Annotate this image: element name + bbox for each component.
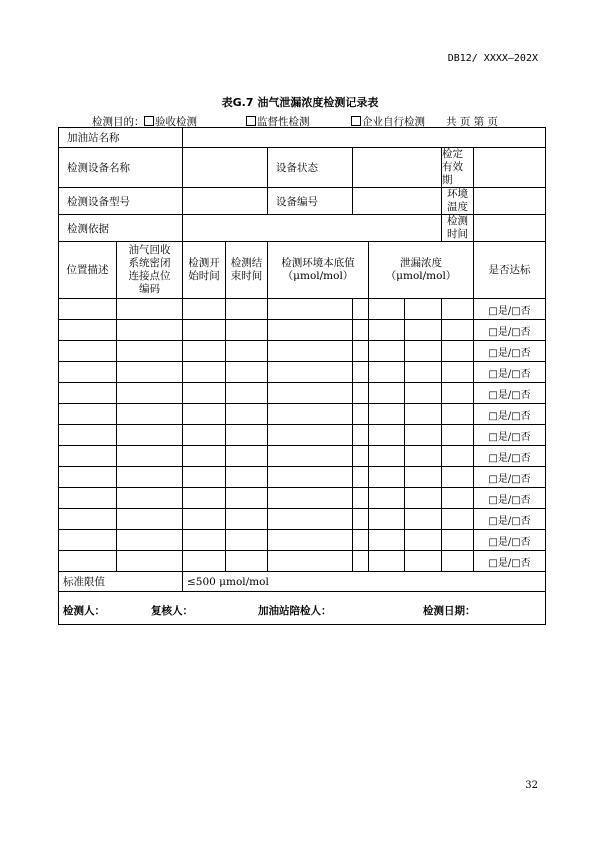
date-label: 检测日期：: [423, 605, 476, 617]
compliance-choice[interactable]: □是/□否: [474, 509, 546, 530]
signature-row: [59, 592, 546, 625]
compliance-choice[interactable]: □是/□否: [474, 551, 546, 572]
col-compliant: 是否达标: [474, 242, 546, 299]
test-time-value[interactable]: [474, 215, 546, 242]
purpose-option-acceptance[interactable]: 验收检测: [144, 114, 197, 129]
compliance-choice[interactable]: □是/□否: [474, 362, 546, 383]
compliance-choice[interactable]: □是/□否: [474, 467, 546, 488]
compliance-choice[interactable]: □是/□否: [474, 320, 546, 341]
device-name-value[interactable]: [183, 148, 268, 188]
compliance-choice[interactable]: □是/□否: [474, 425, 546, 446]
compliance-choice[interactable]: □是/□否: [474, 341, 546, 362]
basis-label: 检测依据: [59, 215, 183, 242]
table-row: [59, 488, 546, 509]
document-code: DB12/ XXXX—202X: [447, 53, 538, 64]
compliance-choice[interactable]: □是/□否: [474, 404, 546, 425]
page-counter: 共 页 第 页: [446, 116, 499, 128]
col-connection-code: 油气回收系统密闭连接点位编码: [117, 242, 183, 299]
purpose-label: 检测目的：: [92, 116, 145, 128]
leak-record-table: [58, 127, 546, 625]
reviewer-label: 复核人：: [151, 605, 193, 617]
compliance-choice[interactable]: □是/□否: [474, 530, 546, 551]
checkbox-icon[interactable]: [351, 116, 361, 126]
device-no-label: 设备编号: [268, 188, 353, 215]
ambient-temp-label: 环境温度: [442, 188, 474, 215]
col-position: 位置描述: [59, 242, 117, 299]
ambient-temp-value[interactable]: [474, 188, 546, 215]
table-row: [59, 341, 546, 362]
table-row: [59, 425, 546, 446]
compliance-choice[interactable]: □是/□否: [474, 488, 546, 509]
col-end-time: 检测结束时间: [226, 242, 268, 299]
table-row: [59, 446, 546, 467]
station-escort-label: 加油站陪检人：: [258, 605, 332, 617]
table-row: [59, 551, 546, 572]
table-row: [59, 383, 546, 404]
device-status-value[interactable]: [353, 148, 442, 188]
compliance-choice[interactable]: □是/□否: [474, 383, 546, 404]
table-row: [59, 509, 546, 530]
table-row: [59, 299, 546, 320]
col-background: 检测环境本底值（μmol/mol）: [268, 242, 369, 299]
table-row: [59, 404, 546, 425]
purpose-option-self-check[interactable]: 企业自行检测: [351, 114, 425, 129]
checkbox-icon[interactable]: [246, 116, 256, 126]
table-row: [59, 362, 546, 383]
inspector-label: 检测人：: [63, 605, 105, 617]
basis-value[interactable]: [183, 215, 442, 242]
page-number: 32: [525, 780, 538, 791]
col-leak: 泄漏浓度（μmol/mol）: [369, 242, 474, 299]
table-title: 表G.7 油气泄漏浓度检测记录表: [221, 96, 379, 109]
table-row: [59, 530, 546, 551]
station-name-value[interactable]: [183, 128, 546, 148]
table-row: [59, 320, 546, 341]
calibration-value[interactable]: [474, 148, 546, 188]
device-no-value[interactable]: [353, 188, 442, 215]
table-row: [59, 467, 546, 488]
calibration-label: 检定有效期: [442, 148, 474, 188]
limit-value: ≤500 μmol/mol: [183, 572, 546, 592]
device-model-value[interactable]: [183, 188, 268, 215]
station-name-label: 加油站名称: [59, 128, 183, 148]
device-status-label: 设备状态: [268, 148, 353, 188]
compliance-choice[interactable]: □是/□否: [474, 299, 546, 320]
compliance-choice[interactable]: □是/□否: [474, 446, 546, 467]
checkbox-icon[interactable]: [144, 116, 154, 126]
device-model-label: 检测设备型号: [59, 188, 183, 215]
device-name-label: 检测设备名称: [59, 148, 183, 188]
col-start-time: 检测开始时间: [183, 242, 226, 299]
purpose-option-supervision[interactable]: 监督性检测: [246, 114, 310, 129]
limit-label: 标准限值: [59, 572, 183, 592]
test-time-label: 检测时间: [442, 215, 474, 242]
